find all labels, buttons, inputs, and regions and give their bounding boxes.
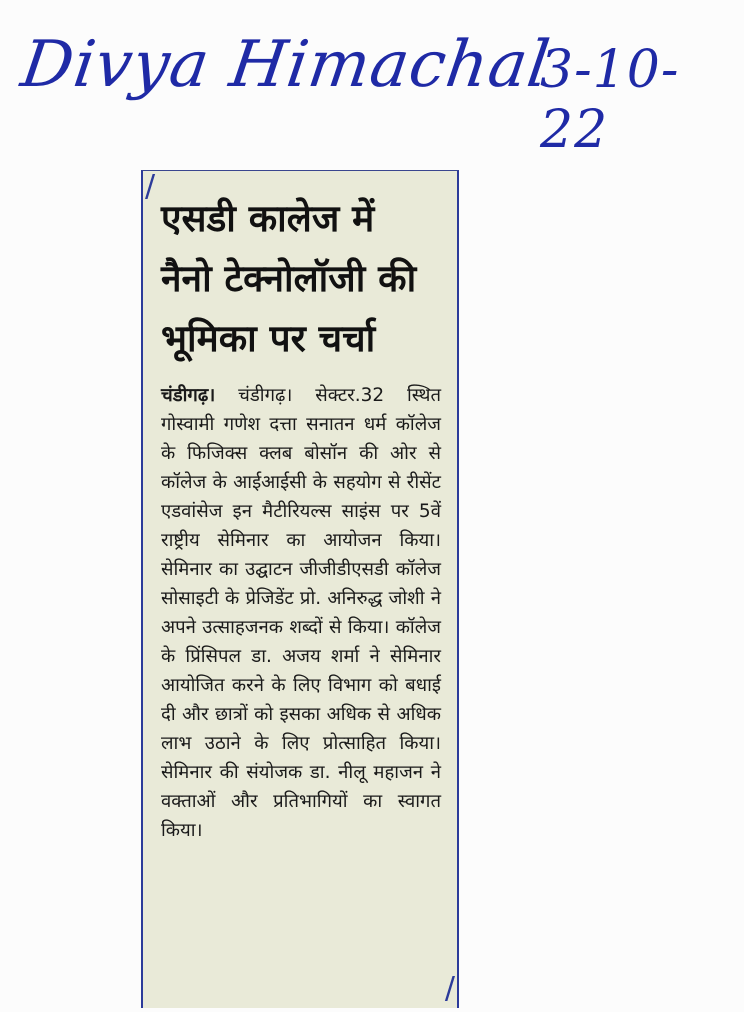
pen-mark-icon: /	[444, 971, 455, 1006]
newspaper-clipping	[141, 170, 459, 1008]
handwritten-publication-name: Divya Himachal	[16, 28, 555, 102]
headline-line: नैनो टेक्नोलॉजी की	[161, 257, 417, 300]
headline-line: एसडी कालेज में	[161, 197, 375, 240]
article-dateline: चंडीगढ़।	[161, 385, 216, 406]
article-body-text: चंडीगढ़। सेक्टर.32 स्थित गोस्वामी गणेश दत्ता सनातन धर्म कॉलेज के फिजिक्स क्लब बोसॉन की ओर से कॉलेज के आईआईसी के सहयोग से रीसेंट एडवांसेज इन मैटीरियल्स साइंस पर 5वें राष्ट्रीय सेमिनार का आयोजन किया। सेमिनार का उद्घाटन जीजीडीएसडी कॉलेज सोसाइटी के प्रेजिडेंट प्रो. अनिरुद्ध जोशी ने अपने उत्साहजनक शब्दों से किया। कॉलेज के प्रिंसिपल डा. अजय शर्मा ने सेमिनार आयोजित करने के लिए विभाग को बधाई दी और छात्रों को इसका अधिक से अधिक लाभ उठाने के लिए प्रोत्साहित किया। सेमिनार की संयोजक डा. नीलू महाजन ने वक्ताओं और प्रतिभागियों का स्वागत किया।	[161, 385, 441, 841]
handwritten-date: 3-10-22	[540, 40, 680, 160]
headline-line: भूमिका पर चर्चा	[161, 317, 376, 360]
article-headline	[161, 189, 441, 369]
article-body	[161, 381, 441, 845]
pen-mark-icon: /	[145, 170, 156, 204]
